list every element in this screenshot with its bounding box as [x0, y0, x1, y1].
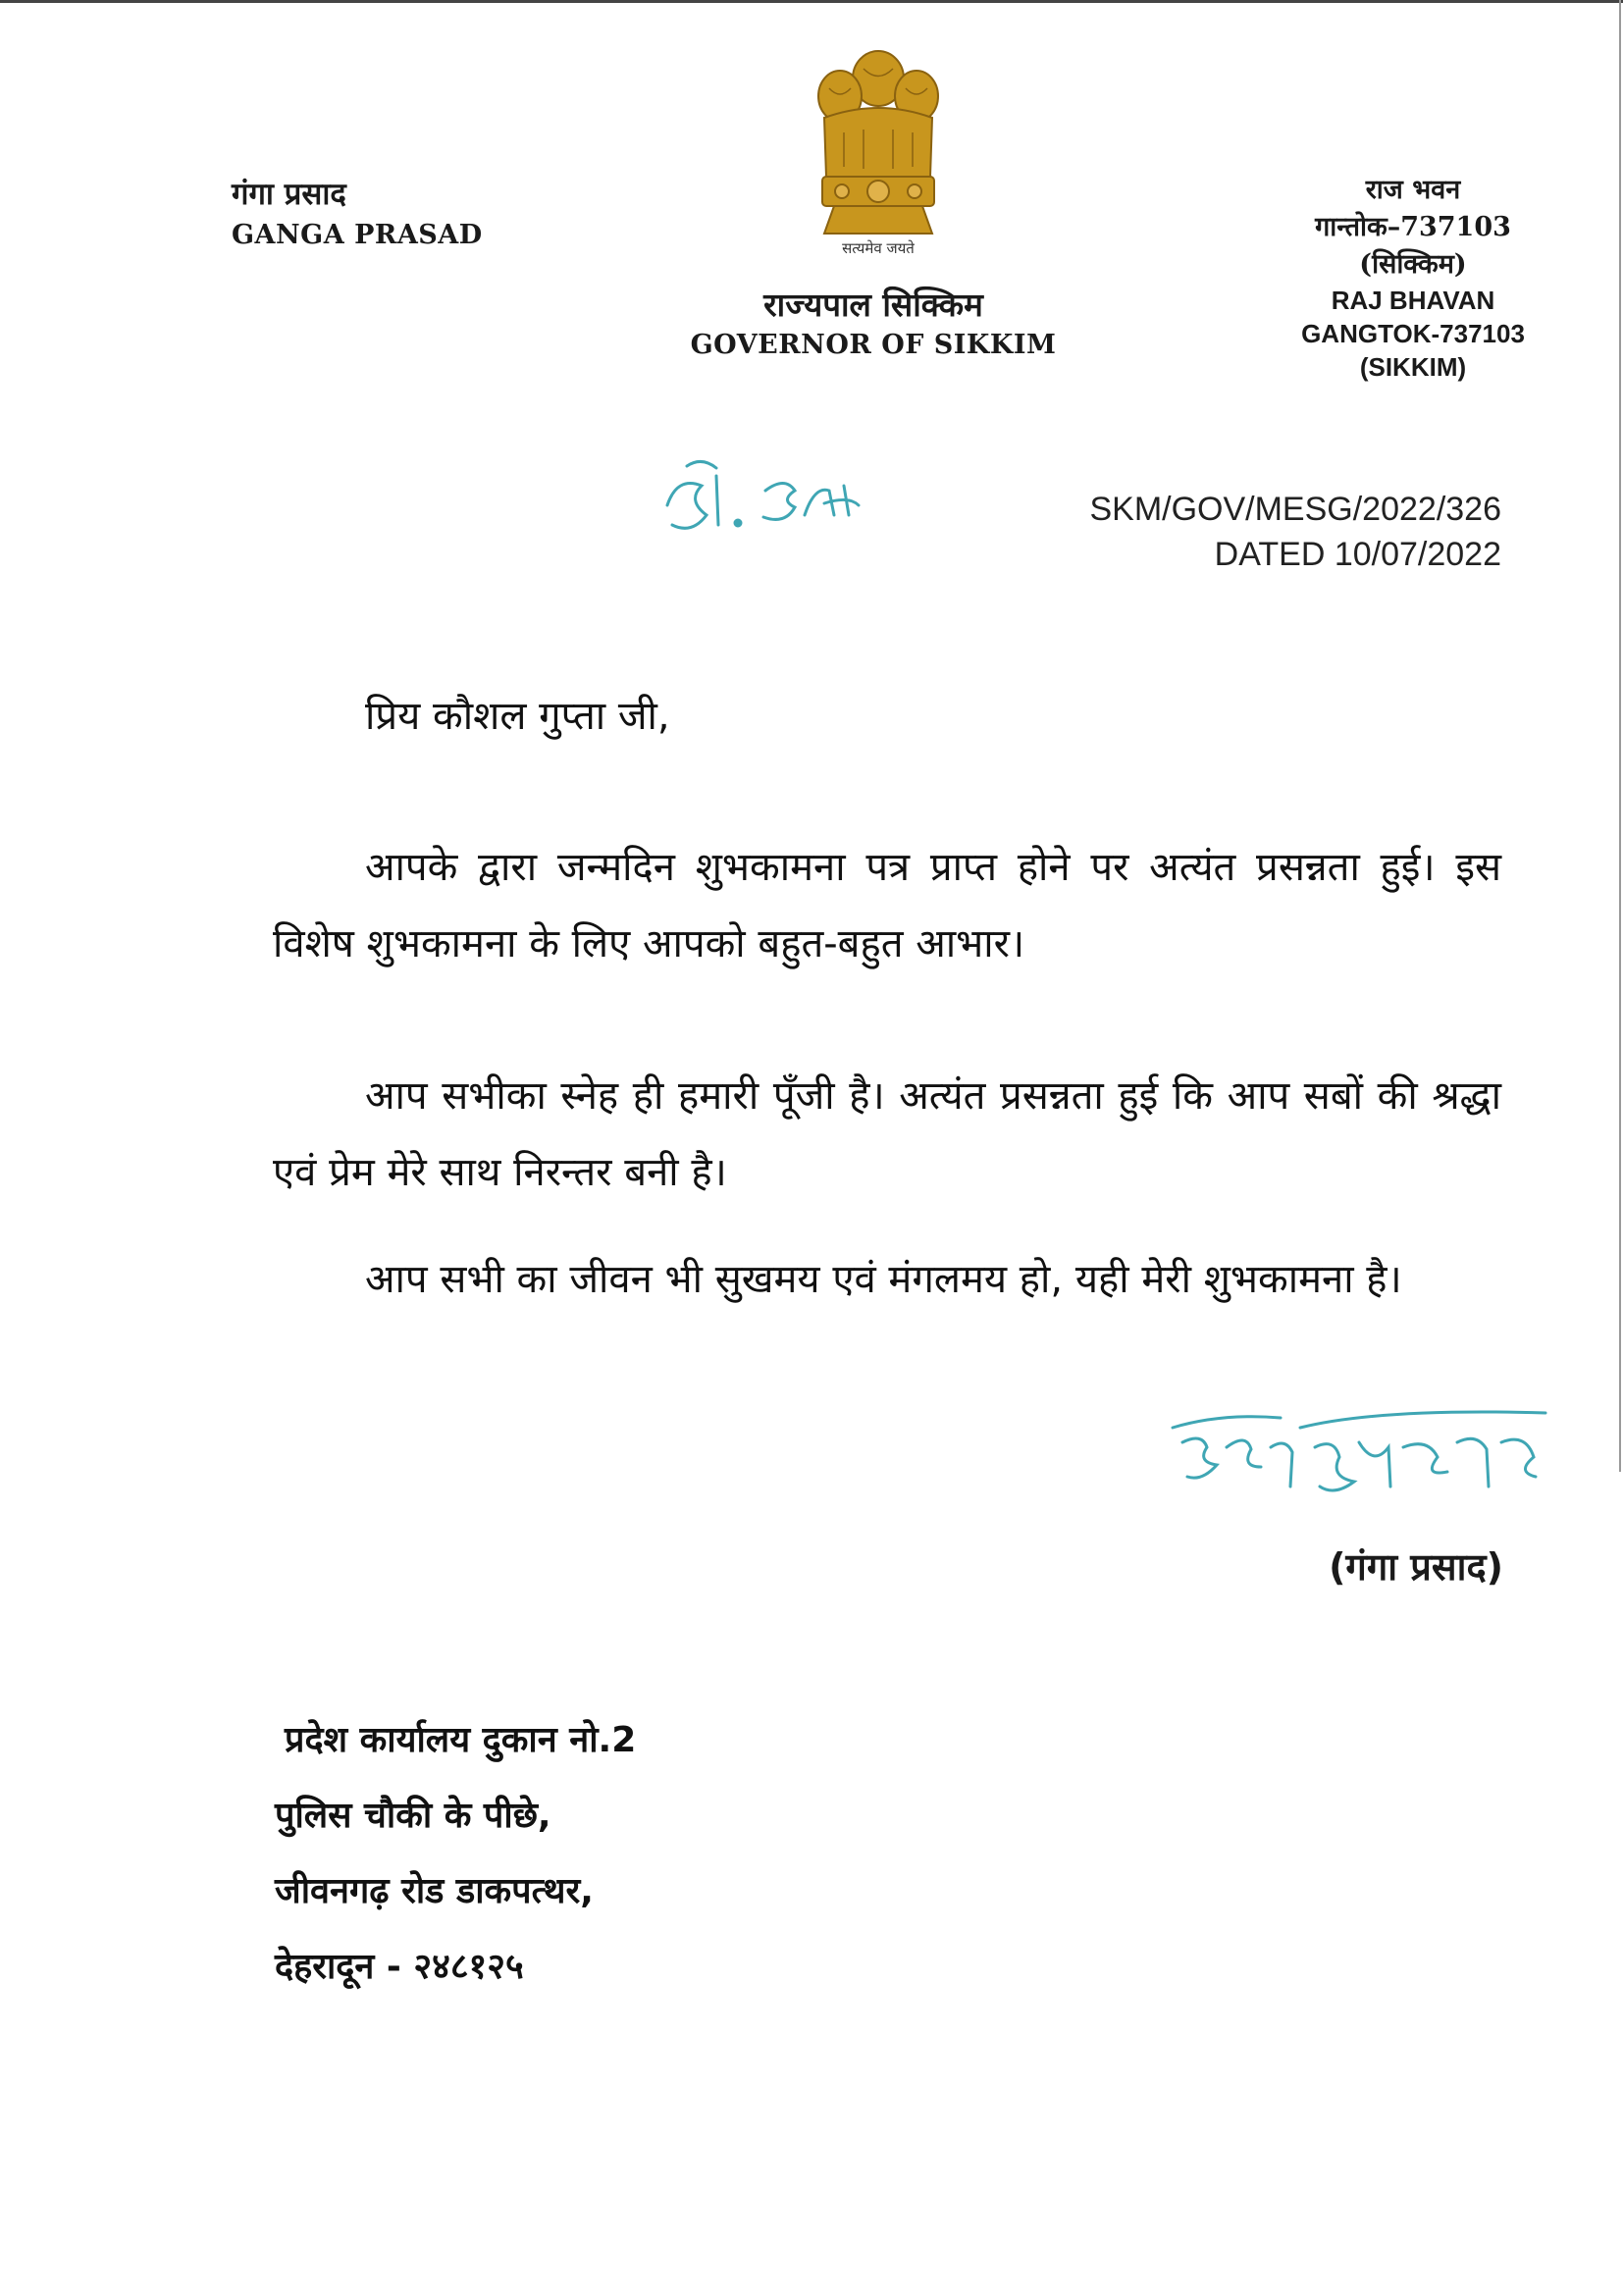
office-title-english: GOVERNOR OF SIKKIM	[690, 330, 1057, 360]
sender-name-block	[232, 173, 483, 250]
address-line-3: जीवनगढ़ रोड डाकपत्थर,	[275, 1871, 594, 1911]
reference-date: DATED 10/07/2022	[1214, 536, 1501, 573]
signer-name: (गंगा प्रसाद)	[1329, 1545, 1503, 1589]
address-hindi-line3: (सिक्किम)	[1359, 249, 1467, 280]
address-line-1: प्रदेश कार्यालय दुकान नो.2	[285, 1720, 637, 1760]
handwritten-signature	[1163, 1388, 1555, 1536]
reference-block	[942, 487, 1501, 577]
page-right-border	[1619, 0, 1621, 1472]
emblem-motto: सत्यमेव जयते	[842, 239, 915, 257]
handwritten-notation	[648, 446, 883, 554]
address-hindi-line2: गान्तोक–737103	[1315, 212, 1511, 242]
paragraph-3: आप सभी का जीवन भी सुखमय एवं मंगलमय हो, यही मेरी शुभकामना है।	[365, 1257, 1402, 1302]
office-address-block	[1266, 172, 1560, 384]
reference-number: SKM/GOV/MESG/2022/326	[1089, 491, 1501, 528]
sender-name-hindi: गंगा प्रसाद	[232, 177, 346, 212]
address-line-4: देहरादून - २४८१२५	[275, 1947, 524, 1987]
office-title-hindi: राज्यपाल सिक्किम	[763, 286, 983, 324]
address-english-line3: (SIKKIM)	[1359, 352, 1467, 382]
paragraph-2: आप सभीका स्नेह ही हमारी पूँजी है। अत्यंत प्रसन्नता हुई कि आप सबों की श्रद्धा एवं प्रेम मेरे साथ निरन्तर बनी है।	[273, 1073, 1501, 1195]
sender-name-english: GANGA PRASAD	[232, 220, 483, 250]
address-english-line1: RAJ BHAVAN	[1331, 286, 1495, 315]
address-english-line2: GANGTOK-737103	[1301, 319, 1525, 348]
address-line-2: पुलिस चौकी के पीछे,	[275, 1796, 551, 1836]
page-top-border	[0, 0, 1623, 3]
paragraph-1: आपके द्वारा जन्मदिन शुभकामना पत्र प्राप्त होने पर अत्यंत प्रसन्नता हुई। इस विशेष शुभकामना के लिए आपको बहुत-बहुत आभार।	[273, 845, 1501, 966]
recipient-address	[275, 1702, 636, 2005]
address-hindi-line1: राज भवन	[1365, 175, 1461, 205]
office-title-block	[648, 282, 1099, 360]
salutation: प्रिय कौशल गुप्ता जी,	[365, 694, 670, 739]
